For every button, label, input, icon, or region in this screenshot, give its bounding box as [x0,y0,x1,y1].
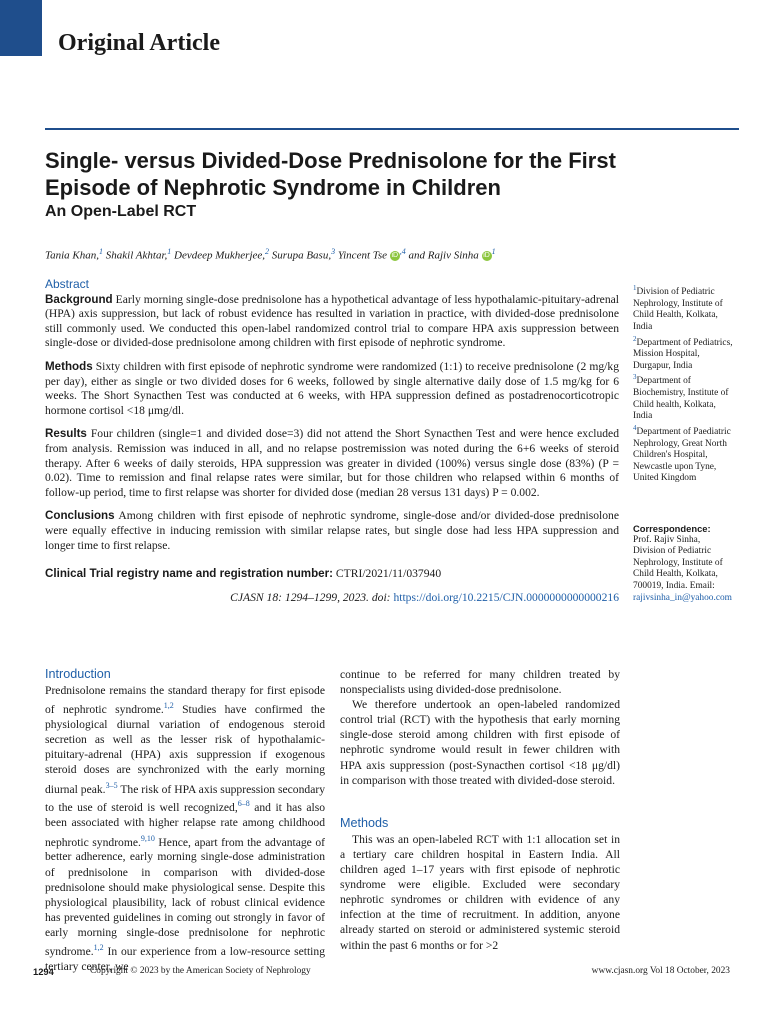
reference-link[interactable]: 9,10 [140,833,155,843]
abstract-label: Conclusions [45,509,115,523]
body-text: The risk of HPA axis suppression secondary to the use of steroid is well recognized, [45,782,325,815]
affiliation-text: Division of Pediatric Nephrology, Institute of Child Health, Kolkata, India [633,287,723,332]
citation-text: CJASN 18: 1294–1299, 2023. doi: [230,590,391,604]
affiliation-item [633,372,733,423]
affiliation-ref: 1 [99,247,104,256]
article-title: Single- versus Divided-Dose Prednisolone for the First Episode of Nephrotic Syndrome in Children [45,148,616,200]
author-list [45,247,496,262]
affiliation-number: 2 [633,334,637,343]
author-name: Devdeep Mukherjee, [174,249,266,262]
registry-label: Clinical Trial registry name and registration number: [45,567,333,581]
affiliation-ref: 2 [265,247,270,256]
affiliation-text: Department of Pediatrics, Mission Hospital, Durgapur, India [633,337,733,371]
reference-link[interactable]: 6–8 [237,799,250,809]
correspondence-heading: Correspondence: [633,523,711,534]
body-text: and it has also been associated with higher relapse rate among childhood nephrotic syndrome. [45,801,326,849]
abstract-heading: Abstract [45,277,90,291]
introduction-paragraph [45,683,325,974]
doi-link[interactable]: https://doi.org/10.2215/CJN.0000000000000216 [393,590,619,604]
body-text: Hence, apart from the advantage of better adherence, early morning single-dose administration of prednisolone in comparison with divided-dose prednisolone should make physiological sense. Despite this physiological plausibility, lack of robust clinical evidence has prevented guidelines in coming out strongly in favor of early morning single-dose prednisolone for nephrotic syndrome. [45,835,325,958]
body-text: Studies have confirmed the physiological diurnal variation of endogenous steroid secretion as well as the lesser risk of hypothalamic-pituitary-adrenal (HPA) axis suppression if exogenous steroid doses are synchronized with the early morning diurnal peak. [45,703,325,796]
copyright: Copyright © 2023 by the American Society of Nephrology [90,966,311,976]
introduction-paragraph: We therefore undertook an open-labeled randomized control trial (RCT) with the hypothesis that early morning single-dose steroid among children with first episode of nephrotic syndrome would result in fewer children with HPA axis suppression (post-Synacthen cortisol <18 μg/dl) in comparison with those treated with divided-dose steroid. [340,698,620,787]
affiliation-ref: 1 [491,247,496,256]
orcid-icon[interactable]: iD [391,252,399,260]
correspondence-text: Prof. Rajiv Sinha, Division of Pediatric Nephrology, Institute of Child Health, Kolkata, 700019, India. Email: [633,534,723,591]
author-name: and Rajiv Sinha [408,249,479,262]
orcid-icon[interactable]: iD [483,252,490,260]
page-number: 1294 [33,966,54,977]
journal-info: www.cjasn.org Vol 18 October, 2023 [591,966,730,976]
author-name: Shakil Akhtar, [105,249,168,262]
affiliation-item [633,334,733,373]
abstract-label: Background [45,292,113,306]
corner-color-block [0,0,42,56]
author-name: Surupa Basu, [271,249,332,262]
affiliation-item [633,283,733,334]
affiliation-number: 4 [633,423,637,432]
registry-value: CTRI/2021/11/037940 [335,567,442,581]
abstract-methods [45,360,619,418]
section-label: Original Article [58,30,220,56]
abstract-text: Sixty children with first episode of nephrotic syndrome were randomized (1:1) to receive prednisolone (2 mg/kg per day), either as single or two divided doses for 6 weeks, followed by single alternative daily dose of 1.5 mg/kg for 6 weeks. The Short Synacthen Test was conducted at 6 weeks, with HPA suppression defined as postadrenocorticotropic hormone cortisol <18 μmg/dl. [45,359,619,417]
abstract-label: Methods [45,359,93,373]
affiliation-text: Department of Paediatric Nephrology, Great North Children's Hospital, Newcastle upon Tyne, United Kingdom [633,427,731,484]
introduction-heading: Introduction [45,667,111,681]
abstract-label: Results [45,427,87,441]
affiliation-item [633,423,733,485]
affiliation-ref: 3 [331,247,336,256]
affiliation-ref: 1 [167,247,172,256]
author-name: Yincent Tse [337,249,388,262]
abstract-conclusions [45,509,619,553]
author-name: Tania Khan, [45,249,100,262]
correspondence [633,523,733,604]
reference-link[interactable]: 1,2 [93,943,104,953]
citation-line [45,591,619,606]
body-column-right [340,667,620,953]
body-text: In our experience from a low-resource setting tertiary center, we [45,944,325,973]
methods-paragraph: This was an open-labeled RCT with 1:1 allocation set in a tertiary care children hospital in Eastern India. All children aged 1–17 years with first episode of nephrotic syndrome were eligible. Excluded were secondary nephrotic syndromes or children with evidence of any infection at the time of recruitment. In addition, anyone already started on steroid or administered systemic steroid within the past 6 months or for >2 [340,832,620,952]
affiliation-ref: ,4 [399,247,406,256]
abstract-background [45,293,619,351]
affiliation-text: Department of Biochemistry, Institute of Child health, Kolkata, India [633,376,729,422]
body-text: Prednisolone remains the standard therapy for first episode of nephrotic syndrome. [45,684,325,717]
article-subtitle: An Open-Label RCT [45,203,197,220]
abstract-results [45,427,619,500]
affiliations [633,283,733,485]
reference-link[interactable]: 3–5 [105,780,118,790]
introduction-continuation: continue to be referred for many children treated by nonspecialists using divided-dose prednisolone. [340,668,620,697]
methods-heading: Methods [340,815,389,830]
abstract-text: Among children with first episode of nephrotic syndrome, single-dose and/or divided-dose prednisolone were equally effective in inducing remission with similar relapse rates, but single dose had less HPA suppression and longer time to first relapse. [45,509,619,552]
affiliation-number: 1 [633,284,637,292]
reference-link[interactable]: 1,2 [163,701,174,711]
abstract [45,277,619,614]
header-rule [45,128,739,130]
body-column-left [45,667,325,974]
abstract-text: Early morning single-dose prednisolone has a hypothetical advantage of less hypothalamic-pituitary-adrenal (HPA) axis suppression, but lack of robust evidence has resulted in variation in practice, with divided-dose prednisolone still commonly used. We conducted this open-label randomized control trial to compare HPA axis suppression between single-dose or divided-dose prednisolone among children with first episode of nephrotic syndrome. [45,292,619,350]
affiliation-number: 3 [633,373,637,382]
abstract-text: Four children (single=1 and divided dose=3) did not attend the Short Synacthen Test and were hence excluded from analysis. Remission was induced in all, and no relapse postremission was noted during the 6+6 weeks of steroid therapy. After 6 weeks of daily steroids, HPA suppression was greater in divided (100%) versus single dose (83%) (P = 0.02). Time to remission and final relapse rates were similar, but for those children who relapsed within 6 months of follow-up period, time to first relapse was shorter for divided dose (median 28 versus 131 days) P = 0.002. [45,427,619,499]
trial-registry [45,567,619,582]
correspondence-email[interactable]: rajivsinha_in@yahoo.com [633,592,732,603]
